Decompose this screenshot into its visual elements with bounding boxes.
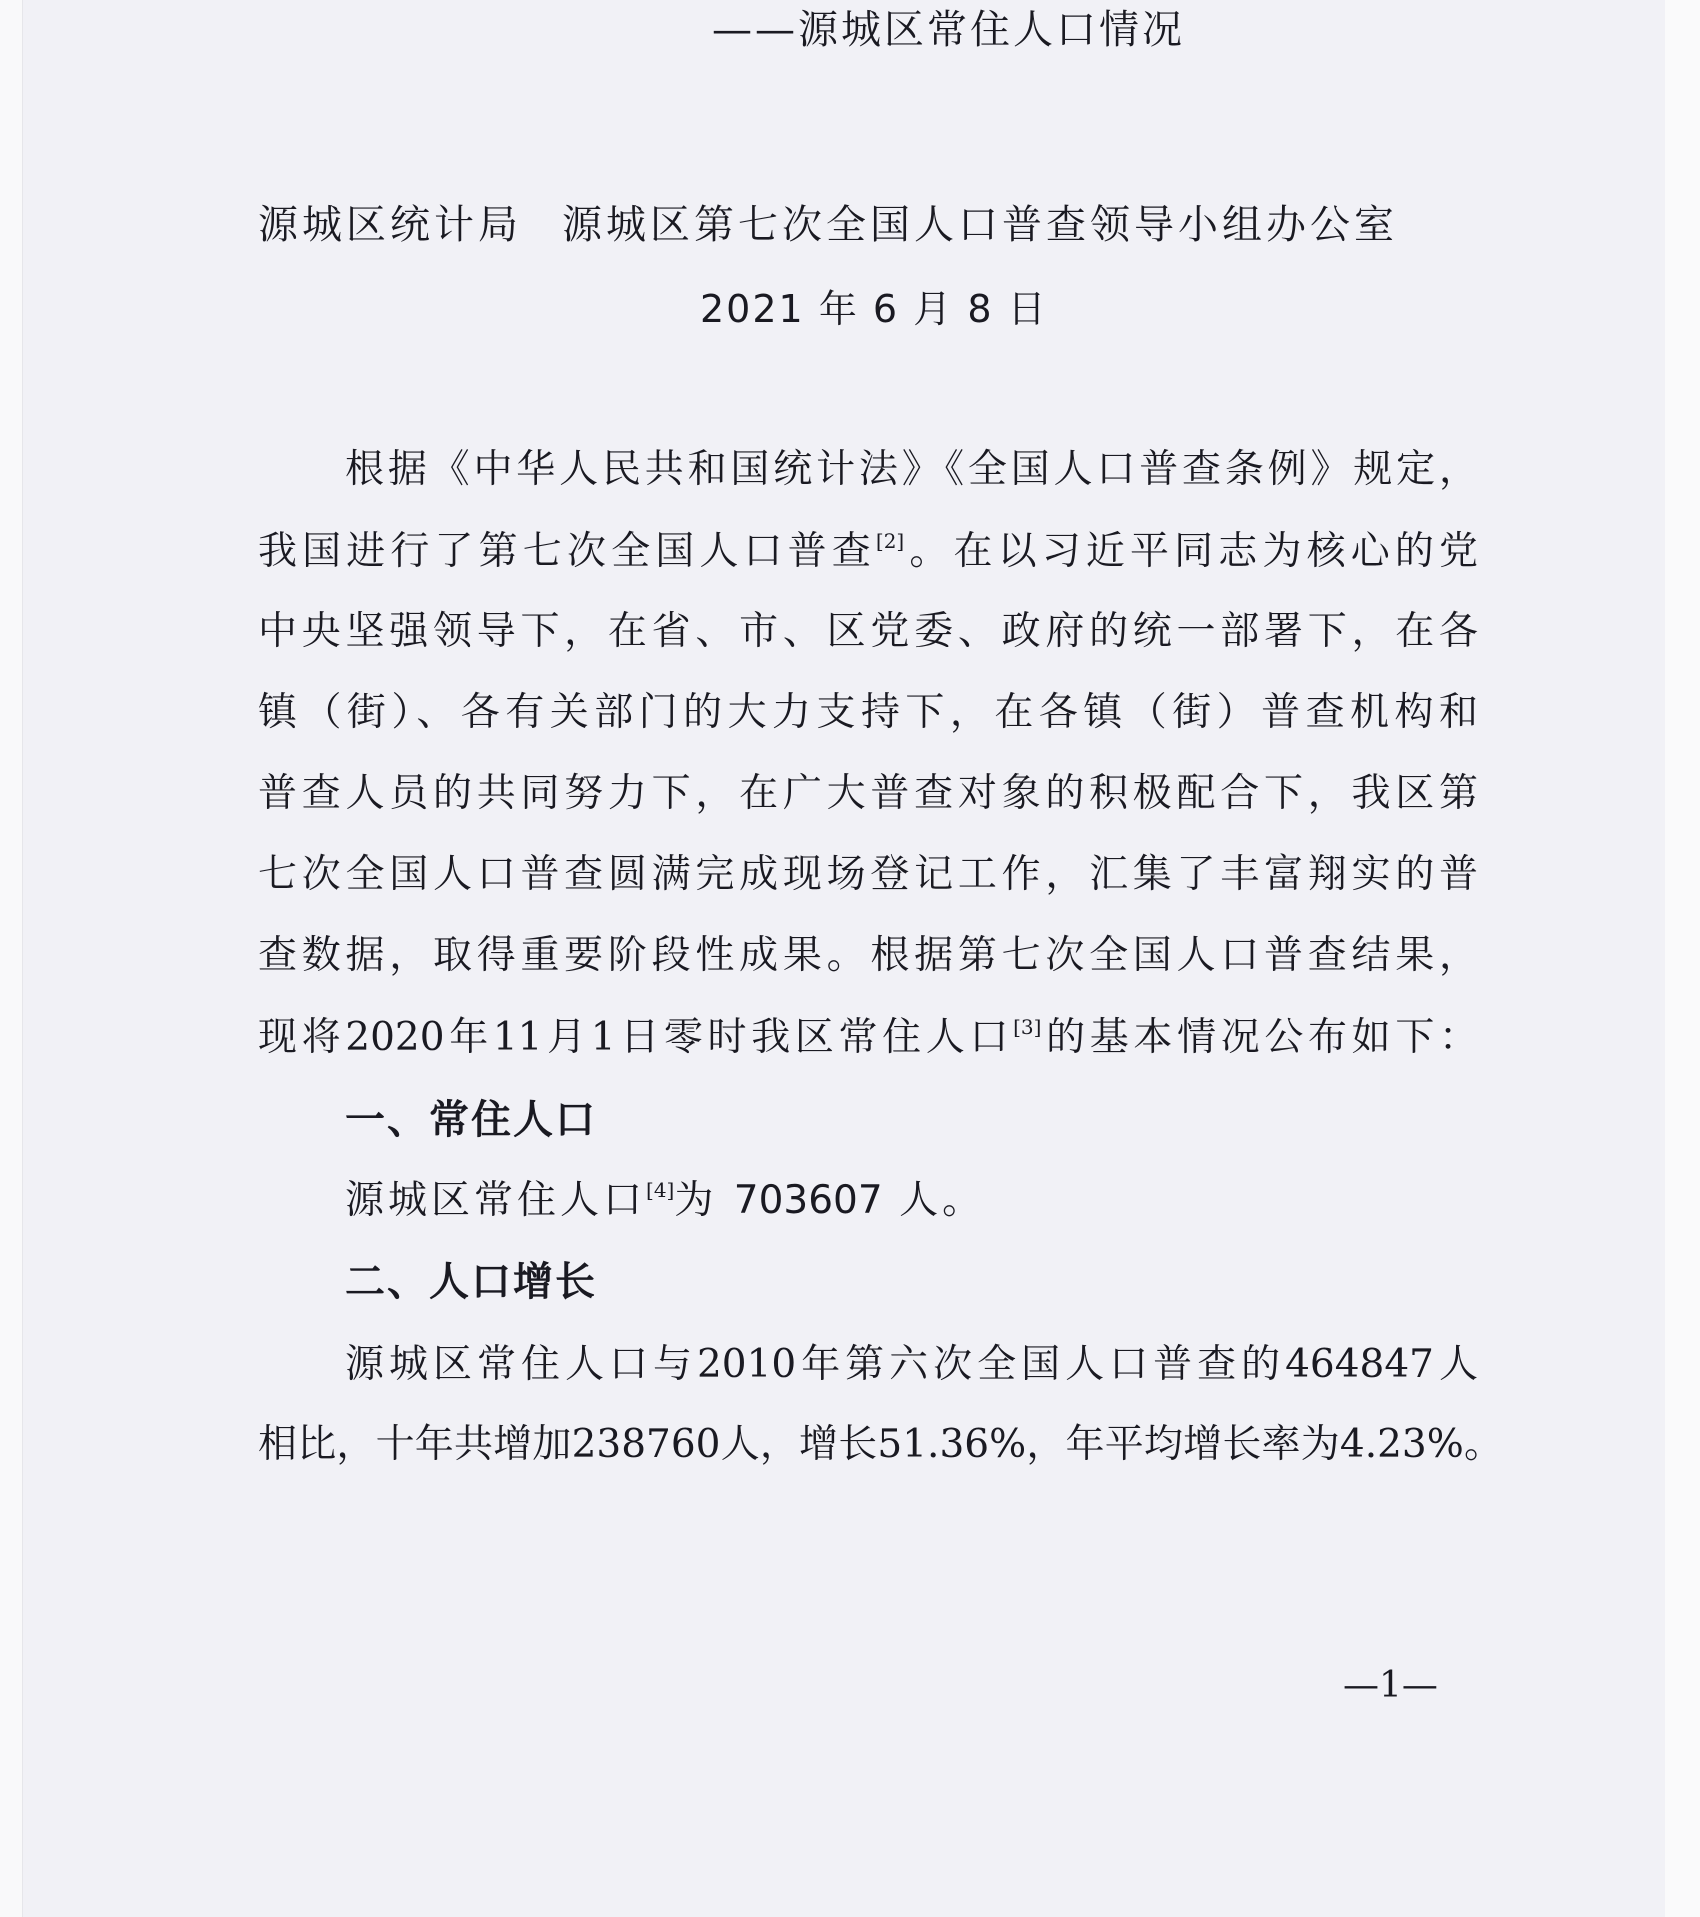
page-number: —1— xyxy=(1343,1665,1438,1706)
date-day-unit: 日 xyxy=(1007,287,1048,331)
date-month: 6 xyxy=(872,287,900,331)
statement-text: 为 xyxy=(674,1178,718,1223)
statement-text: 人。 xyxy=(899,1178,986,1223)
growth-line-1: 源城区常住人口与2010年第六次全国人口普查的464847人 xyxy=(345,1342,1478,1387)
intro-line-3: 中央坚强领导下，在省、市、区党委、政府的统一部署下，在各 xyxy=(258,609,1478,654)
issuer-statistics-bureau: 源城区统计局 xyxy=(258,202,522,248)
intro-text: 现将2020年11月1日零时我区常住人口 xyxy=(258,1015,1014,1060)
date-month-unit: 月 xyxy=(913,287,954,331)
date-year-unit: 年 xyxy=(818,287,859,331)
scan-left-margin xyxy=(0,0,23,1917)
issuer-line xyxy=(258,202,1398,248)
growth-line-2: 相比，十年共增加238760人，增长51.36%，年平均增长率为4.23%。 xyxy=(258,1422,1503,1467)
section-heading-resident-population: 一、常住人口 xyxy=(345,1097,597,1143)
section-heading-population-growth: 二、人口增长 xyxy=(345,1259,597,1305)
issuer-census-office: 源城区第七次全国人口普查领导小组办公室 xyxy=(562,202,1398,248)
scan-right-margin xyxy=(1665,0,1700,1917)
footnote-ref-2: [2] xyxy=(875,529,905,553)
intro-line-7: 查数据，取得重要阶段性成果。根据第七次全国人口普查结果， xyxy=(258,933,1478,978)
document-subtitle: ——源城区常住人口情况 xyxy=(712,7,1185,53)
date-day: 8 xyxy=(967,287,994,331)
intro-line-6: 七次全国人口普查圆满完成现场登记工作，汇集了丰富翔实的普 xyxy=(258,852,1478,897)
resident-population-statement xyxy=(345,1178,986,1223)
intro-text: 我国进行了第七次全国人口普查 xyxy=(258,529,876,574)
date-year: 2021 xyxy=(700,287,805,331)
intro-line-8 xyxy=(258,1017,1478,1061)
statement-text: 源城区常住人口 xyxy=(345,1178,647,1223)
intro-line-5: 普查人员的共同努力下，在广大普查对象的积极配合下，我区第 xyxy=(258,771,1478,816)
intro-line-2 xyxy=(258,531,1478,575)
intro-line-4: 镇（街）、各有关部门的大力支持下，在各镇（街）普查机构和 xyxy=(258,690,1478,735)
publish-date xyxy=(700,287,1048,331)
intro-text: 的基本情况公布如下： xyxy=(1041,1015,1478,1060)
population-value: 703607 xyxy=(733,1178,883,1223)
footnote-ref-4: [4] xyxy=(646,1178,675,1202)
intro-line-1: 根据《中华人民共和国统计法》《全国人口普查条例》规定， xyxy=(345,447,1478,492)
intro-text: 。在以习近平同志为核心的党 xyxy=(904,529,1478,574)
footnote-ref-3: [3] xyxy=(1013,1015,1042,1039)
